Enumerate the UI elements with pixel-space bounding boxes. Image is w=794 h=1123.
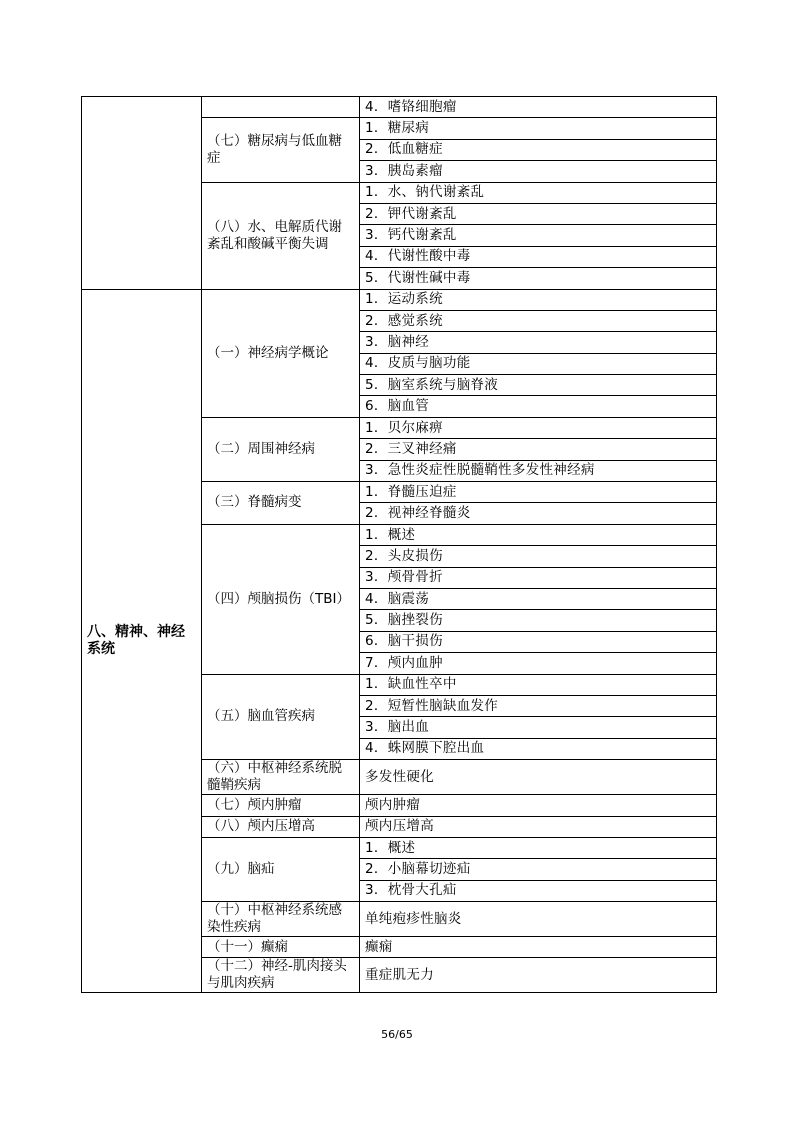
category-cell: 八、精神、神经系统 <box>82 289 202 993</box>
topic-cell: 1．概述 <box>360 837 717 858</box>
topic-cell: 4．代谢性酸中毒 <box>360 246 717 267</box>
category-cell <box>82 97 202 290</box>
topic-cell: 2．小脑幕切迹疝 <box>360 859 717 880</box>
topic-cell: 1．缺血性卒中 <box>360 674 717 695</box>
topic-cell: 1．概述 <box>360 524 717 545</box>
subcategory-cell: （十二）神经-肌肉接头与肌肉疾病 <box>202 958 360 993</box>
subcategory-cell: （七）颅内肿瘤 <box>202 795 360 816</box>
table-row <box>82 97 717 118</box>
topic-cell: 颅内肿瘤 <box>360 795 717 816</box>
topic-cell: 重症肌无力 <box>360 958 717 993</box>
subcategory-cell: （十）中枢神经系统感染性疾病 <box>202 902 360 937</box>
topic-cell: 4．蛛网膜下腔出血 <box>360 738 717 759</box>
topic-cell: 3．脑神经 <box>360 332 717 353</box>
subcategory-cell: （七）糖尿病与低血糖症 <box>202 118 360 182</box>
topic-cell: 3．急性炎症性脱髓鞘性多发性神经病 <box>360 460 717 481</box>
topic-cell: 3．钙代谢紊乱 <box>360 225 717 246</box>
subcategory-cell: （四）颅脑损伤（TBI） <box>202 524 360 674</box>
topic-cell: 3．枕骨大孔疝 <box>360 880 717 901</box>
subcategory-cell: （三）脊髓病变 <box>202 482 360 525</box>
subcategory-cell <box>202 97 360 118</box>
topic-cell: 6．脑血管 <box>360 396 717 417</box>
topic-cell: 1．贝尔麻痹 <box>360 417 717 438</box>
topic-cell: 2．钾代谢紊乱 <box>360 203 717 224</box>
subcategory-cell: （一）神经病学概论 <box>202 289 360 417</box>
topic-cell: 单纯疱疹性脑炎 <box>360 902 717 937</box>
topic-cell: 3．胰岛素瘤 <box>360 161 717 182</box>
subcategory-cell: （二）周围神经病 <box>202 417 360 481</box>
topic-cell: 2．头皮损伤 <box>360 546 717 567</box>
topic-cell: 3．脑出血 <box>360 717 717 738</box>
topic-cell: 3．颅骨骨折 <box>360 567 717 588</box>
subcategory-cell: （五）脑血管疾病 <box>202 674 360 760</box>
syllabus-table-body <box>82 97 717 993</box>
topic-cell: 1．脊髓压迫症 <box>360 482 717 503</box>
topic-cell: 4．皮质与脑功能 <box>360 353 717 374</box>
topic-cell: 5．代谢性碱中毒 <box>360 268 717 289</box>
topic-cell: 4．脑震荡 <box>360 588 717 609</box>
topic-cell: 7．颅内血肿 <box>360 653 717 674</box>
topic-cell: 2．三叉神经痛 <box>360 439 717 460</box>
topic-cell: 2．感觉系统 <box>360 310 717 331</box>
topic-cell: 5．脑室系统与脑脊液 <box>360 375 717 396</box>
topic-cell: 1．运动系统 <box>360 289 717 310</box>
subcategory-cell: （九）脑疝 <box>202 837 360 901</box>
subcategory-cell: （八）水、电解质代谢紊乱和酸碱平衡失调 <box>202 182 360 289</box>
topic-cell: 2．短暂性脑缺血发作 <box>360 695 717 716</box>
subcategory-cell: （十一）癫痫 <box>202 937 360 958</box>
topic-cell: 5．脑挫裂伤 <box>360 610 717 631</box>
syllabus-table <box>81 96 717 993</box>
subcategory-cell: （八）颅内压增高 <box>202 816 360 837</box>
subcategory-cell: （六）中枢神经系统脱髓鞘疾病 <box>202 760 360 795</box>
topic-cell: 4．嗜铬细胞瘤 <box>360 97 717 118</box>
topic-cell: 1．水、钠代谢紊乱 <box>360 182 717 203</box>
table-row <box>82 289 717 310</box>
topic-cell: 6．脑干损伤 <box>360 631 717 652</box>
page-number: 56/65 <box>381 1028 413 1041</box>
topic-cell: 2．视神经脊髓炎 <box>360 503 717 524</box>
topic-cell: 癫痫 <box>360 937 717 958</box>
topic-cell: 2．低血糖症 <box>360 139 717 160</box>
topic-cell: 1．糖尿病 <box>360 118 717 139</box>
topic-cell: 颅内压增高 <box>360 816 717 837</box>
topic-cell: 多发性硬化 <box>360 760 717 795</box>
